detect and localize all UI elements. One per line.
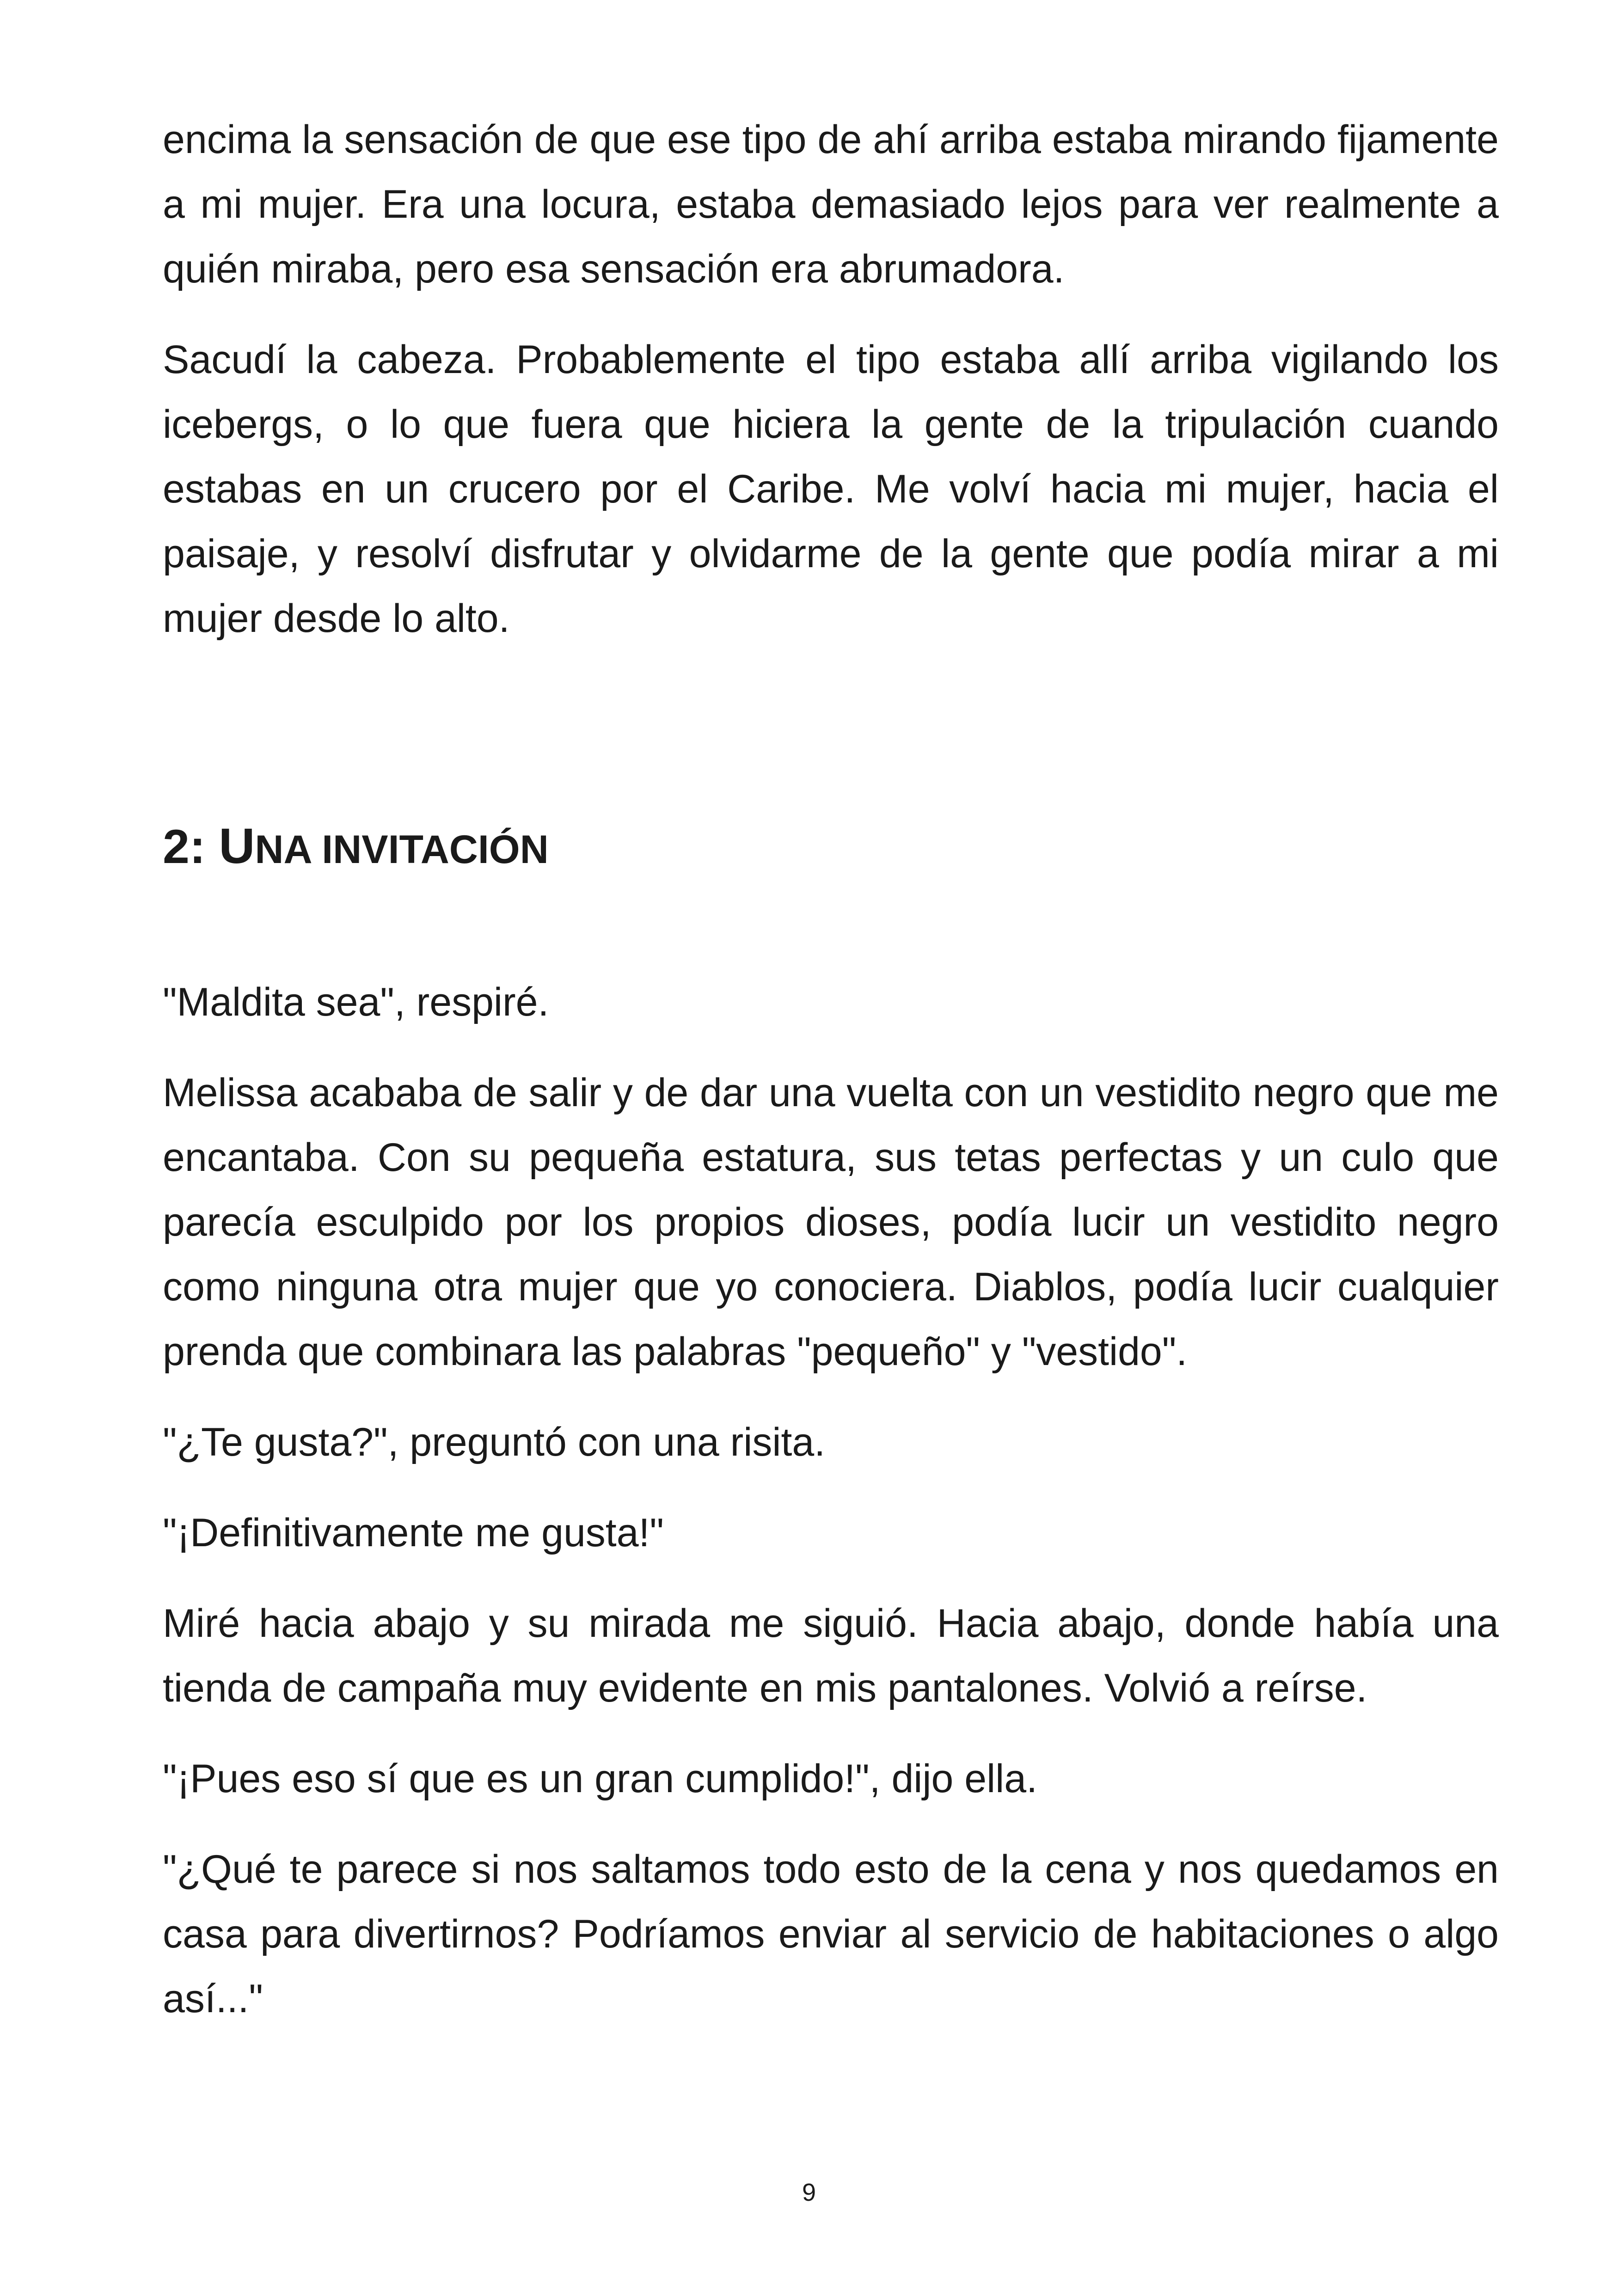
paragraph: "¿Qué te parece si nos saltamos todo esto de la cena y nos quedamos en casa para divertirnos? Podríamos enviar al servicio de habitaciones o algo así..." (163, 1847, 1499, 2021)
chapter-number: 2: (163, 820, 219, 874)
page-number: 9 (802, 2179, 816, 2206)
paragraph: Melissa acababa de salir y de dar una vuelta con un vestidito negro que me encantaba. Con su pequeña estatura, sus tetas perfectas y un culo que parecía esculpido por los propios dioses, podía lucir un vestidito negro como ninguna otra mujer que yo conociera. Diablos, podía lucir cualquier prenda que combinara las palabras "pequeño" y "vestido". (163, 1071, 1499, 1374)
paragraph: encima la sensación de que ese tipo de ahí arriba estaba mirando fijamente a mi mujer. Era una locura, estaba demasiado lejos para ver realmente a quién miraba, pero esa sensación era abrumadora. (163, 117, 1499, 291)
paragraph: Sacudí la cabeza. Probablemente el tipo estaba allí arriba vigilando los icebergs, o lo que fuera que hiciera la gente de la tripulación cuando estabas en un crucero por el Caribe. Me volví hacia mi mujer, hacia el paisaje, y resolví disfrutar y olvidarme de la gente que podía mirar a mi mujer desde lo alto. (163, 337, 1499, 641)
paragraph: Miré hacia abajo y su mirada me siguió. Hacia abajo, donde había una tienda de campaña muy evidente en mis pantalones. Volvió a reírse. (163, 1601, 1499, 1710)
chapter-title-initial: U (219, 818, 255, 874)
paragraph: "Maldita sea", respiré. (163, 980, 549, 1024)
page-body (163, 107, 1499, 2031)
chapter-heading (163, 814, 1499, 882)
paragraph: "¡Pues eso sí que es un gran cumplido!", dijo ella. (163, 1757, 1037, 1801)
paragraph: "¡Definitivamente me gusta!" (163, 1511, 664, 1555)
paragraph: "¿Te gusta?", preguntó con una risita. (163, 1420, 826, 1464)
chapter-title-rest: NA INVITACIÓN (255, 827, 549, 872)
